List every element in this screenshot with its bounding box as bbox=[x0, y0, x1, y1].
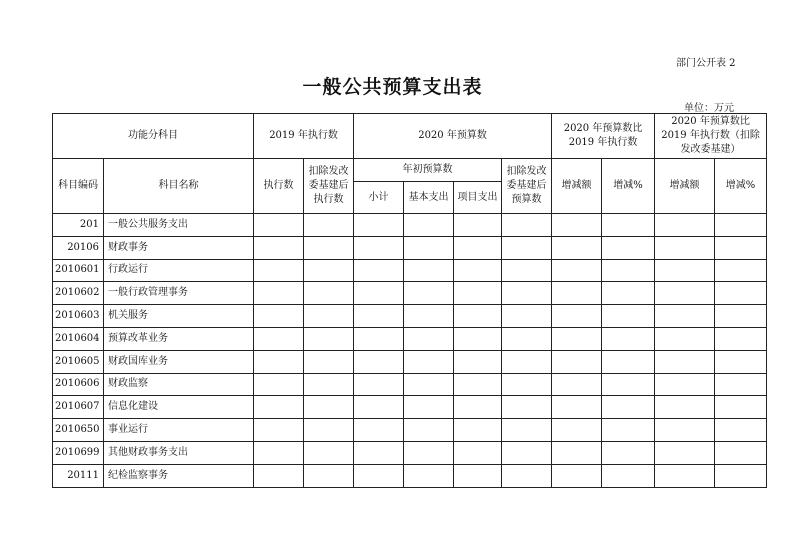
subject-code-cell: 20111 bbox=[53, 464, 104, 487]
subject-name-cell: 一般公共服务支出 bbox=[104, 214, 254, 237]
empty-value-cell bbox=[715, 259, 767, 282]
empty-value-cell bbox=[304, 396, 354, 419]
empty-value-cell bbox=[354, 373, 404, 396]
empty-value-cell bbox=[454, 441, 502, 464]
empty-value-cell bbox=[602, 214, 655, 237]
empty-value-cell bbox=[655, 282, 715, 305]
subject-code-cell: 201 bbox=[53, 214, 104, 237]
subject-code-cell: 2010606 bbox=[53, 373, 104, 396]
empty-value-cell bbox=[602, 282, 655, 305]
empty-value-cell bbox=[502, 396, 552, 419]
empty-value-cell bbox=[354, 327, 404, 350]
empty-value-cell bbox=[502, 305, 552, 328]
empty-value-cell bbox=[454, 396, 502, 419]
table-row bbox=[53, 259, 767, 282]
table-row bbox=[53, 441, 767, 464]
empty-value-cell bbox=[454, 236, 502, 259]
empty-value-cell bbox=[404, 396, 454, 419]
empty-value-cell bbox=[602, 373, 655, 396]
empty-value-cell bbox=[354, 441, 404, 464]
subject-code-cell: 2010605 bbox=[53, 350, 104, 373]
header-compare-2019-excl: 2020 年预算数比 2019 年执行数（扣除发改委基建） bbox=[655, 114, 767, 159]
header-basic-expense: 基本支出 bbox=[404, 182, 454, 214]
empty-value-cell bbox=[715, 305, 767, 328]
header-budget-2020: 2020 年预算数 bbox=[354, 114, 552, 159]
empty-value-cell bbox=[354, 350, 404, 373]
empty-value-cell bbox=[655, 419, 715, 442]
subject-name-cell: 预算改革业务 bbox=[104, 327, 254, 350]
empty-value-cell bbox=[404, 236, 454, 259]
empty-value-cell bbox=[655, 236, 715, 259]
empty-value-cell bbox=[254, 373, 304, 396]
empty-value-cell bbox=[254, 327, 304, 350]
subject-code-cell: 2010607 bbox=[53, 396, 104, 419]
empty-value-cell bbox=[404, 373, 454, 396]
empty-value-cell bbox=[454, 305, 502, 328]
empty-value-cell bbox=[602, 236, 655, 259]
header-project-expense: 项目支出 bbox=[454, 182, 502, 214]
empty-value-cell bbox=[254, 236, 304, 259]
empty-value-cell bbox=[502, 373, 552, 396]
empty-value-cell bbox=[602, 464, 655, 487]
table-number-label: 部门公开表 2 bbox=[676, 58, 736, 69]
empty-value-cell bbox=[404, 259, 454, 282]
table-row bbox=[53, 396, 767, 419]
empty-value-cell bbox=[655, 259, 715, 282]
empty-value-cell bbox=[552, 259, 602, 282]
empty-value-cell bbox=[304, 305, 354, 328]
empty-value-cell bbox=[454, 327, 502, 350]
empty-value-cell bbox=[715, 441, 767, 464]
empty-value-cell bbox=[715, 327, 767, 350]
empty-value-cell bbox=[354, 282, 404, 305]
table-row bbox=[53, 350, 767, 373]
subject-name-cell: 行政运行 bbox=[104, 259, 254, 282]
header-exec: 执行数 bbox=[254, 159, 304, 214]
subject-name-cell: 财政国库业务 bbox=[104, 350, 254, 373]
header-initial-budget: 年初预算数 bbox=[354, 159, 502, 182]
empty-value-cell bbox=[454, 419, 502, 442]
empty-value-cell bbox=[715, 464, 767, 487]
subject-name-cell: 机关服务 bbox=[104, 305, 254, 328]
table-row bbox=[53, 214, 767, 237]
empty-value-cell bbox=[354, 419, 404, 442]
empty-value-cell bbox=[254, 441, 304, 464]
empty-value-cell bbox=[304, 214, 354, 237]
empty-value-cell bbox=[502, 419, 552, 442]
empty-value-cell bbox=[502, 464, 552, 487]
empty-value-cell bbox=[454, 350, 502, 373]
header-subject-name: 科目名称 bbox=[104, 159, 254, 214]
empty-value-cell bbox=[304, 327, 354, 350]
empty-value-cell bbox=[552, 214, 602, 237]
empty-value-cell bbox=[502, 236, 552, 259]
empty-value-cell bbox=[715, 350, 767, 373]
empty-value-cell bbox=[655, 327, 715, 350]
empty-value-cell bbox=[655, 441, 715, 464]
empty-value-cell bbox=[502, 214, 552, 237]
table-row bbox=[53, 305, 767, 328]
header-increase-amount-2: 增减额 bbox=[655, 159, 715, 214]
empty-value-cell bbox=[602, 259, 655, 282]
empty-value-cell bbox=[404, 327, 454, 350]
empty-value-cell bbox=[254, 464, 304, 487]
empty-value-cell bbox=[304, 259, 354, 282]
empty-value-cell bbox=[715, 282, 767, 305]
empty-value-cell bbox=[602, 305, 655, 328]
empty-value-cell bbox=[254, 214, 304, 237]
empty-value-cell bbox=[715, 214, 767, 237]
empty-value-cell bbox=[354, 396, 404, 419]
header-exec-2019: 2019 年执行数 bbox=[254, 114, 354, 159]
empty-value-cell bbox=[354, 259, 404, 282]
empty-value-cell bbox=[552, 305, 602, 328]
empty-value-cell bbox=[304, 373, 354, 396]
empty-value-cell bbox=[502, 441, 552, 464]
empty-value-cell bbox=[715, 396, 767, 419]
subject-name-cell: 财政监察 bbox=[104, 373, 254, 396]
empty-value-cell bbox=[602, 396, 655, 419]
empty-value-cell bbox=[454, 259, 502, 282]
empty-value-cell bbox=[304, 419, 354, 442]
empty-value-cell bbox=[254, 282, 304, 305]
empty-value-cell bbox=[454, 373, 502, 396]
empty-value-cell bbox=[254, 305, 304, 328]
empty-value-cell bbox=[404, 305, 454, 328]
empty-value-cell bbox=[304, 464, 354, 487]
empty-value-cell bbox=[655, 464, 715, 487]
table-row bbox=[53, 373, 767, 396]
subject-code-cell: 20106 bbox=[53, 236, 104, 259]
empty-value-cell bbox=[404, 282, 454, 305]
header-increase-amount-1: 增减额 bbox=[552, 159, 602, 214]
empty-value-cell bbox=[552, 350, 602, 373]
subject-code-cell: 2010604 bbox=[53, 327, 104, 350]
header-increase-pct-2: 增减% bbox=[715, 159, 767, 214]
empty-value-cell bbox=[404, 419, 454, 442]
empty-value-cell bbox=[602, 350, 655, 373]
empty-value-cell bbox=[454, 282, 502, 305]
page-title: 一般公共预算支出表 bbox=[302, 76, 483, 98]
empty-value-cell bbox=[502, 282, 552, 305]
empty-value-cell bbox=[552, 327, 602, 350]
empty-value-cell bbox=[655, 214, 715, 237]
subject-name-cell: 其他财政事务支出 bbox=[104, 441, 254, 464]
empty-value-cell bbox=[552, 236, 602, 259]
header-functional-subject: 功能分科目 bbox=[53, 114, 254, 159]
subject-name-cell: 一般行政管理事务 bbox=[104, 282, 254, 305]
empty-value-cell bbox=[354, 214, 404, 237]
empty-value-cell bbox=[715, 236, 767, 259]
empty-value-cell bbox=[354, 464, 404, 487]
subject-name-cell: 财政事务 bbox=[104, 236, 254, 259]
header-exec-excl: 扣除发改委基建后执行数 bbox=[304, 159, 354, 214]
empty-value-cell bbox=[602, 419, 655, 442]
empty-value-cell bbox=[715, 419, 767, 442]
empty-value-cell bbox=[552, 464, 602, 487]
empty-value-cell bbox=[655, 396, 715, 419]
empty-value-cell bbox=[552, 396, 602, 419]
empty-value-cell bbox=[254, 259, 304, 282]
subject-code-cell: 2010699 bbox=[53, 441, 104, 464]
table-row bbox=[53, 236, 767, 259]
empty-value-cell bbox=[552, 373, 602, 396]
empty-value-cell bbox=[454, 214, 502, 237]
subject-code-cell: 2010601 bbox=[53, 259, 104, 282]
empty-value-cell bbox=[655, 373, 715, 396]
table-row bbox=[53, 282, 767, 305]
empty-value-cell bbox=[304, 350, 354, 373]
header-compare-2019: 2020 年预算数比 2019 年执行数 bbox=[552, 114, 655, 159]
empty-value-cell bbox=[304, 236, 354, 259]
empty-value-cell bbox=[404, 464, 454, 487]
header-subject-code: 科目编码 bbox=[53, 159, 104, 214]
empty-value-cell bbox=[304, 441, 354, 464]
unit-label: 单位：万元 bbox=[684, 103, 734, 114]
budget-expenditure-table bbox=[52, 113, 767, 488]
empty-value-cell bbox=[502, 259, 552, 282]
header-increase-pct-1: 增减% bbox=[602, 159, 655, 214]
empty-value-cell bbox=[655, 350, 715, 373]
empty-value-cell bbox=[502, 350, 552, 373]
empty-value-cell bbox=[254, 419, 304, 442]
empty-value-cell bbox=[404, 441, 454, 464]
empty-value-cell bbox=[254, 350, 304, 373]
empty-value-cell bbox=[602, 327, 655, 350]
empty-value-cell bbox=[304, 282, 354, 305]
empty-value-cell bbox=[404, 350, 454, 373]
header-subtotal: 小计 bbox=[354, 182, 404, 214]
subject-name-cell: 纪检监察事务 bbox=[104, 464, 254, 487]
subject-code-cell: 2010602 bbox=[53, 282, 104, 305]
header-budget-excl: 扣除发改委基建后预算数 bbox=[502, 159, 552, 214]
empty-value-cell bbox=[354, 305, 404, 328]
empty-value-cell bbox=[715, 373, 767, 396]
table-row bbox=[53, 464, 767, 487]
empty-value-cell bbox=[404, 214, 454, 237]
table-row bbox=[53, 419, 767, 442]
empty-value-cell bbox=[354, 236, 404, 259]
subject-code-cell: 2010650 bbox=[53, 419, 104, 442]
empty-value-cell bbox=[602, 441, 655, 464]
empty-value-cell bbox=[254, 396, 304, 419]
subject-code-cell: 2010603 bbox=[53, 305, 104, 328]
empty-value-cell bbox=[552, 282, 602, 305]
table-row bbox=[53, 327, 767, 350]
empty-value-cell bbox=[552, 441, 602, 464]
subject-name-cell: 事业运行 bbox=[104, 419, 254, 442]
empty-value-cell bbox=[552, 419, 602, 442]
empty-value-cell bbox=[454, 464, 502, 487]
subject-name-cell: 信息化建设 bbox=[104, 396, 254, 419]
empty-value-cell bbox=[655, 305, 715, 328]
empty-value-cell bbox=[502, 327, 552, 350]
